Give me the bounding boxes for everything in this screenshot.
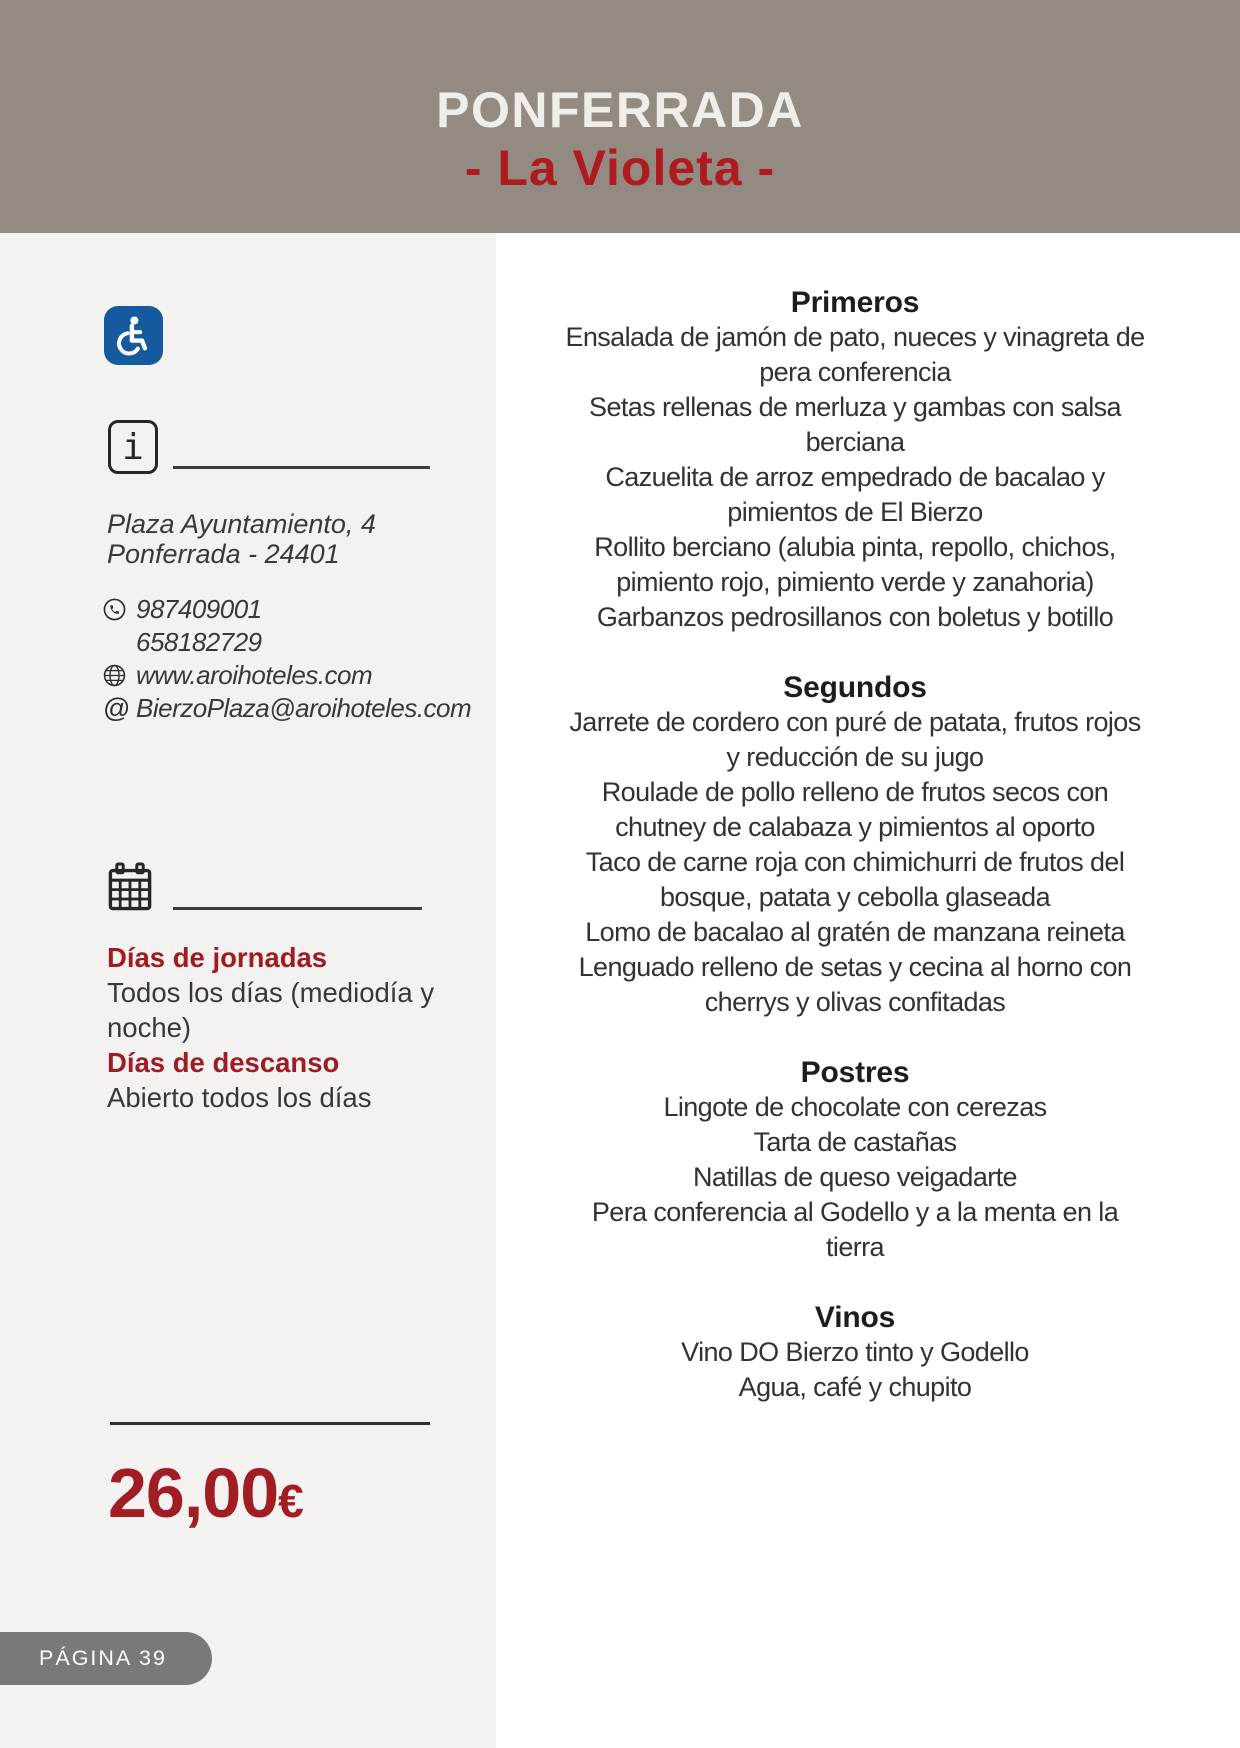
menu-item: Lomo de bacalao al gratén de manzana reineta [585, 917, 1125, 947]
phone-number-2: 658182729 [136, 627, 262, 657]
menu-section-vinos [562, 1300, 1148, 1405]
email-row [103, 692, 471, 725]
phone-row [103, 593, 471, 626]
address-line-1: Plaza Ayuntamiento, 4 [107, 509, 376, 539]
info-icon-glyph: i [122, 426, 144, 468]
menu-item: Ensalada de jamón de pato, nueces y vinagreta de pera conferencia [565, 322, 1145, 387]
menu-item: Vino DO Bierzo tinto y Godello [681, 1337, 1029, 1367]
website-row [103, 659, 471, 692]
menu-section-postres [562, 1055, 1148, 1265]
at-icon [103, 695, 129, 722]
page-header [0, 0, 1240, 233]
phone-row-2 [103, 626, 471, 659]
info-divider-line [173, 466, 430, 469]
menu-item: Taco de carne roja con chimichurri de frutos del bosque, patata y cebolla glaseada [585, 847, 1125, 912]
accessibility-badge [104, 306, 163, 365]
section-title: Segundos [783, 671, 927, 704]
price-amount: 26,00 [108, 1454, 279, 1532]
info-sidebar [0, 233, 496, 1748]
menu-item: Garbanzos pedrosillanos con boletus y botillo [596, 602, 1114, 632]
section-title: Vinos [814, 1301, 896, 1334]
address-line-2: Ponferrada - 24401 [107, 539, 340, 569]
menu-item: Roulade de pollo relleno de frutos secos con chutney de calabaza y pimientos al oporto [601, 777, 1109, 842]
menu-item: Cazuelita de arroz empedrado de bacalao y pimientos de El Bierzo [605, 462, 1105, 527]
contact-block [103, 593, 471, 725]
calendar-icon [106, 861, 154, 913]
menu-item: Setas rellenas de merluza y gambas con salsa berciana [589, 392, 1121, 457]
menu-item: Lingote de chocolate con cerezas [663, 1092, 1047, 1122]
menu-item: Agua, café y chupito [738, 1372, 972, 1402]
at-icon-glyph: @ [103, 693, 130, 723]
globe-icon [103, 664, 129, 687]
rest-days-text: Abierto todos los días [107, 1082, 372, 1113]
rest-days-label: Días de descanso [107, 1047, 340, 1078]
menu-item: Lenguado relleno de setas y cecina al horno con cherrys y olivas confitadas [578, 952, 1132, 1017]
menu-content [562, 285, 1148, 1405]
page-number-text: PÁGINA 39 [39, 1646, 167, 1670]
restaurant-name: - La Violeta - [464, 140, 776, 196]
open-days-text: Todos los días (mediodía y noche) [107, 977, 435, 1043]
menu-price [108, 1454, 303, 1536]
open-days-label: Días de jornadas [107, 942, 328, 973]
phone-icon [103, 598, 129, 621]
schedule-block [107, 940, 437, 1115]
address-block [107, 509, 376, 569]
menu-section-primeros [562, 285, 1148, 635]
section-title: Postres [800, 1056, 910, 1089]
price-divider-line [110, 1422, 430, 1425]
page-number-badge [0, 1632, 212, 1685]
wheelchair-icon [111, 313, 157, 359]
email-address: BierzoPlaza@aroihoteles.com [136, 693, 472, 723]
menu-item: Tarta de castañas [753, 1127, 957, 1157]
menu-item: Jarrete de cordero con puré de patata, frutos rojos y reducción de su jugo [569, 707, 1141, 772]
menu-item: Natillas de queso veigadarte [693, 1162, 1017, 1192]
phone-number-1: 987409001 [136, 594, 262, 624]
menu-item: Pera conferencia al Godello y a la menta en la tierra [591, 1197, 1119, 1262]
calendar-divider-line [173, 907, 422, 910]
info-icon [108, 420, 158, 474]
menu-item: Rollito berciano (alubia pinta, repollo, chichos, pimiento rojo, pimiento verde y zanahoria) [594, 532, 1116, 597]
price-currency: € [278, 1475, 303, 1527]
menu-section-segundos [562, 670, 1148, 1020]
section-title: Primeros [790, 286, 920, 319]
website-url: www.aroihoteles.com [136, 660, 373, 690]
header-city-title: PONFERRADA [436, 82, 804, 138]
